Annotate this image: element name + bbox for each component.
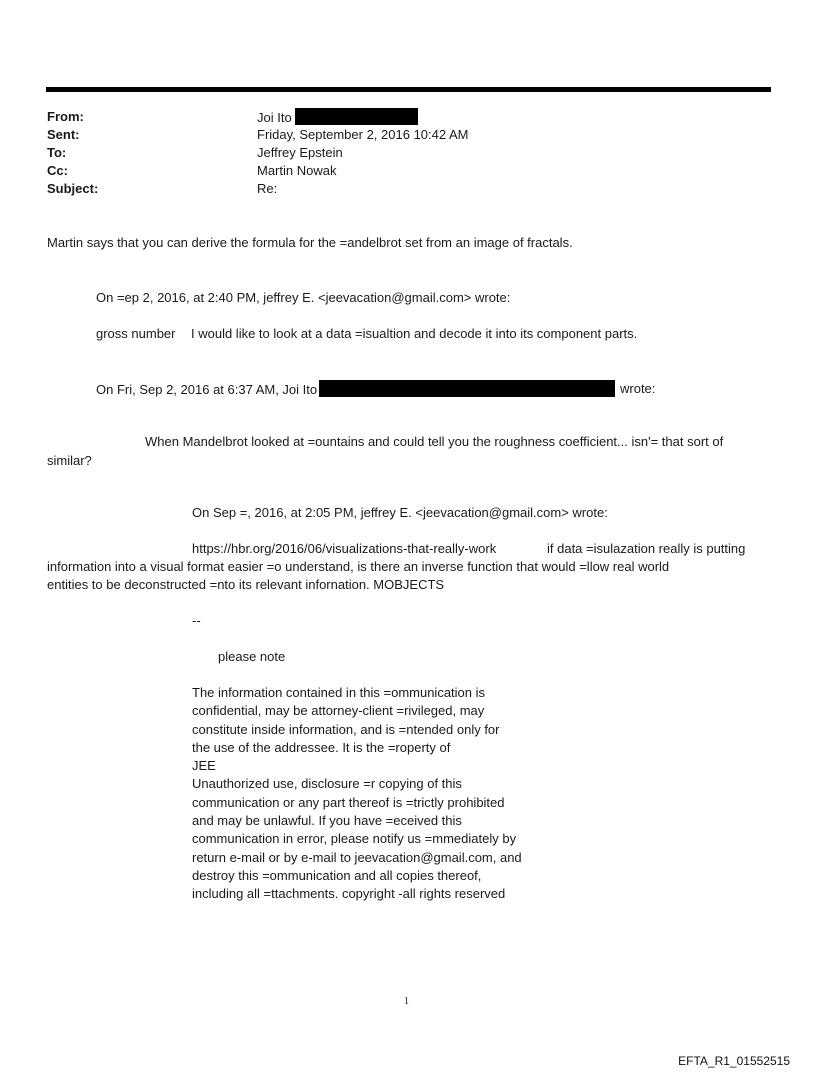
document-id: EFTA_R1_01552515 [678,1054,790,1068]
disclaimer-line: confidential, may be attorney-client =rivileged, may [192,703,485,719]
disclaimer-line: The information contained in this =ommunication is [192,685,486,700]
quote1-line-a: gross number [96,326,176,341]
quote2-header-b: wrote: [620,381,656,396]
disclaimer-line: the use of the addressee. It is the =roperty of [192,739,451,755]
from-value: Joi Ito [257,110,292,125]
signature-note: please note [218,649,286,664]
quote1-line-b: I would like to look at a data =isualtion and decode it into its component parts. [191,326,638,341]
cc-value: Martin Nowak [257,163,337,178]
disclaimer-line: including all =ttachments. copyright -all rights reserved [192,886,506,902]
sent-value: Friday, September 2, 2016 10:42 AM [257,127,469,142]
quote3-line-3: entities to be deconstructed =nto its relevant infornation. MOBJECTS [47,577,445,592]
quote2-header-a: On Fri, Sep 2, 2016 at 6:37 AM, Joi Ito [96,382,318,397]
sent-label: Sent: [47,127,80,142]
disclaimer-line: JEE [192,758,216,774]
subject-label: Subject: [47,181,99,196]
quote2-header [96,380,615,399]
to-label: To: [47,145,67,160]
header-rule [46,87,771,92]
quote2-line-1: When Mandelbrot looked at =ountains and could tell you the roughness coefficient... isn'= that sort of [145,434,724,449]
cc-label: Cc: [47,163,68,178]
from-field [257,108,418,127]
quote2-line-2: similar? [47,453,92,468]
signature-dash: -- [192,613,201,628]
redaction-bar [319,380,615,397]
from-label: From: [47,109,84,124]
disclaimer-line: communication or any part thereof is =trictly prohibited [192,794,505,810]
disclaimer-line: destroy this =ommunication and all copies thereof, [192,867,482,883]
quote1-header: On =ep 2, 2016, at 2:40 PM, jeffrey E. <jeevacation@gmail.com> wrote: [96,290,511,305]
quote3-line-2: information into a visual format easier =o understand, is there an inverse function that would =llow real world [47,559,670,574]
disclaimer-line: constitute inside information, and is =ntended only for [192,721,500,737]
disclaimer-block [192,684,522,904]
quote3-url[interactable]: https://hbr.org/2016/06/visualizations-that-really-work [192,541,497,556]
subject-value: Re: [257,181,278,196]
quote3-header: On Sep =, 2016, at 2:05 PM, jeffrey E. <jeevacation@gmail.com> wrote: [192,505,608,520]
page-number: 1 [404,996,409,1007]
body-line-1: Martin says that you can derive the formula for the =andelbrot set from an image of fractals. [47,235,573,250]
disclaimer-line: Unauthorized use, disclosure =r copying of this [192,776,462,792]
quote3-line-1: if data =isulazation really is putting [547,541,746,556]
disclaimer-line: return e-mail or by e-mail to jeevacation@gmail.com, and [192,849,522,865]
redaction-bar [295,108,418,125]
to-value: Jeffrey Epstein [257,145,343,160]
disclaimer-line: and may be unlawful. If you have =eceived this [192,813,462,829]
disclaimer-line: communication in error, please notify us =mmediately by [192,831,517,847]
